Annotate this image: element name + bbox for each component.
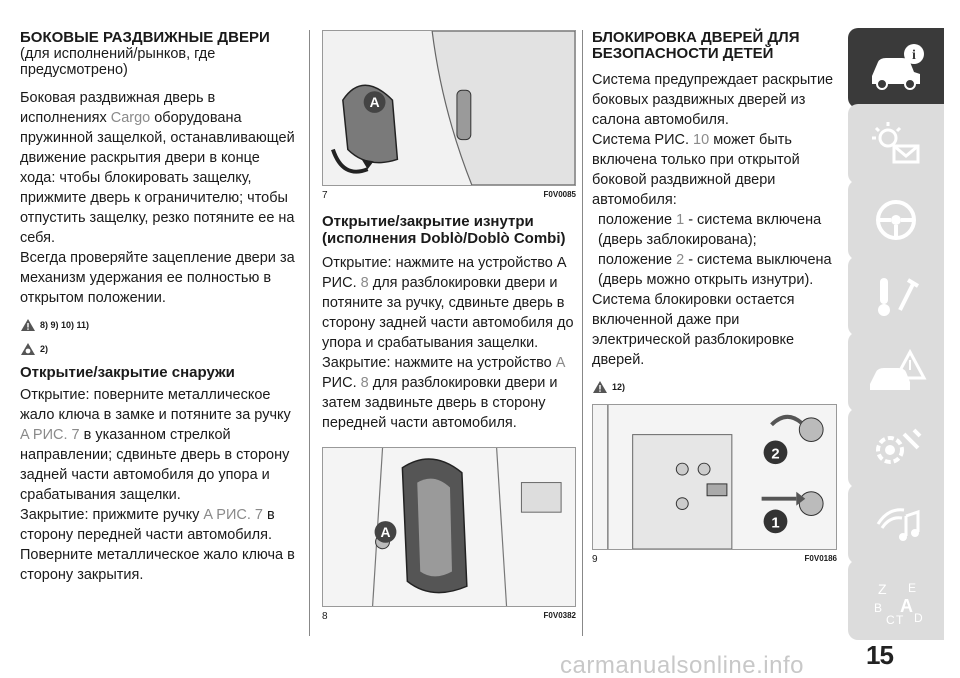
warning-note: 12) [592,380,837,394]
paragraph: Всегда проверяйте зацепление двери за механизм удержания ее полностью в открытом положении. [20,250,295,306]
svg-text:E: E [908,581,917,595]
tab-warning-lights[interactable] [848,104,944,184]
subsection-heading: Открытие/закрытие изнутри (исполнения Doblò/Doblò Combi) [322,213,566,247]
warning-light-icon [864,116,928,172]
figure-caption: 7 F0V0085 [322,190,576,201]
warning-triangle-icon [20,318,36,332]
warning-triangle-icon [592,380,608,394]
svg-text:C: C [886,613,895,627]
steering-wheel-icon [864,192,928,248]
caution-hand-icon [20,342,36,356]
paragraph: Открытие: поверните металлическое жало ключа в замке и потяните за ручку A РИС. 7 в указанном стрелкой направлении; сдвиньте дверь в сторону задней части автомобиля до упора и срабатывания защелки. [20,387,291,503]
paragraph: Система предупреждает раскрытие боковых раздвижных дверей из салона автомобиля. [592,72,834,128]
car-info-icon [864,40,928,96]
tab-multimedia[interactable] [848,484,944,564]
section-heading: БЛОКИРОВКА ДВЕРЕЙ ДЛЯ БЕЗОПАСНОСТИ ДЕТЕЙ [592,29,800,62]
svg-text:A: A [900,596,913,616]
child-lock-illustration [593,405,836,549]
tab-maintenance[interactable] [848,408,944,488]
watermark: carmanualsonline.info [560,652,804,678]
svg-text:T: T [896,613,904,627]
tab-index[interactable] [848,560,944,640]
figure-caption: 9 F0V0186 [592,554,837,565]
figure-8-interior-handle [322,447,576,607]
svg-text:Z: Z [878,581,887,597]
tab-safety[interactable] [848,180,944,260]
paragraph: Открытие: нажмите на устройство A РИС. 8 для разблокировки двери и потяните за ручку, сдвиньте дверь в сторону задней части автомобиля до упора и срабатывания защелки. [322,255,574,351]
callout-1: 1 [771,515,780,532]
section-heading: БОКОВЫЕ РАЗДВИЖНЫЕ ДВЕРИ [20,29,270,46]
callout-2: 2 [771,446,780,463]
door-handle-illustration [323,31,575,185]
svg-text:B: B [874,601,883,615]
tab-emergency[interactable] [848,332,944,412]
column-divider [309,30,310,636]
callout-a: A [369,94,380,111]
wrench-icon [864,268,928,324]
cargo-term: Cargo [110,110,151,126]
paragraph: Закрытие: нажмите на устройство A РИС. 8 для разблокировки двери и затем задвиньте дверь в сторону передней части автомобиля. [322,355,565,431]
warning-note: 2) [20,342,296,356]
car-alert-icon [864,344,928,400]
page-number: 15 [866,640,893,670]
chapter-tabs [848,28,944,640]
svg-text:i: i [912,48,916,63]
paragraph: Система блокировки остается включенной даже при электрической разблокировке дверей. [592,292,795,368]
column-left [20,30,296,585]
list-item: положение 1 - система включена (дверь заблокирована); [598,212,822,248]
svg-text:D: D [914,611,923,625]
tab-starting[interactable] [848,256,944,336]
index-letters-icon [864,572,928,628]
column-right [592,30,837,565]
warning-note: 8) 9) 10) 11) [20,318,296,332]
gear-tools-icon [864,420,928,476]
figure-7-exterior-handle [322,30,576,186]
interior-handle-illustration [323,448,575,606]
paragraph: Закрытие: прижмите ручку A РИС. 7 в сторону передней части автомобиля. Поверните металлическое жало ключа в сторону закрытия. [20,507,295,583]
tab-car-info[interactable] [848,28,944,108]
section-subheading: (для исполнений/рынков, где предусмотрено) [20,46,216,78]
paragraph: Боковая раздвижная дверь в исполнениях Cargo оборудована пружинной защелкой, останавливающей движение раскрытия двери в конце хода: чтобы блокировать защелку, прижмите дверь к ограничителю; чтобы отпустить защелку, резко потяните ее на себя. [20,90,295,246]
callout-a: A [380,523,391,540]
subsection-heading: Открытие/закрытие снаружи [20,364,235,381]
paragraph: Система РИС. 10 может быть включена только при открытой боковой раздвижной двери автомобиля: [592,132,800,208]
column-divider [582,30,583,636]
column-middle [322,30,576,622]
figure-caption: 8 F0V0382 [322,611,576,622]
multimedia-icon [864,496,928,552]
list-item: положение 2 - система выключена (дверь можно открыть изнутри). [598,252,832,288]
figure-9-child-lock [592,404,837,550]
